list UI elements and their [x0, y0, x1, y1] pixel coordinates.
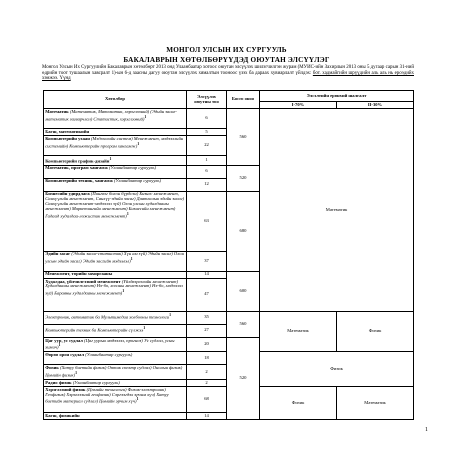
- threshold-cell: 520: [227, 165, 260, 191]
- admission-table: [43, 90, 414, 420]
- exam-cell: Математик: [337, 387, 414, 420]
- program-cell: Компьютерийн ухаан (Мэдээллийн систем) Менежмент, мэдээллийн системийн) Компьютерийн програм хангамж)$^1$: [44, 136, 187, 156]
- quota-cell: 14: [187, 413, 227, 420]
- header-quota: Элсүүлэх оюутны тоо: [187, 91, 227, 109]
- quota-cell: 5: [187, 129, 227, 136]
- threshold-cell: 520: [227, 337, 260, 419]
- quota-cell: 2: [187, 365, 227, 380]
- threshold-cell: 560: [227, 109, 260, 166]
- header-exams: Элсэлтийн ерөнхий шалгалт: [260, 91, 414, 102]
- program-cell: Физик (Хатуу биетийн физик) Оптик спектр судлал) Онолын физик) Цөмийн физик)$^1$: [44, 365, 187, 380]
- quota-cell: 68: [187, 387, 227, 413]
- threshold-cell: 560: [227, 311, 260, 337]
- exam-cell: Математик: [260, 109, 414, 312]
- page-number: 1: [425, 427, 428, 433]
- quota-cell: 2: [187, 379, 227, 386]
- program-cell: Цаг уур, ус судлал (Цаг уурын мэдээлэл, прогноз) Ус судлал, усны химич)$^1$: [44, 337, 187, 352]
- program-cell: Худалдаа, үйлчилгээний менежмент (Үйлдвэрлэлийн менежмент) Худалдааны менежмент) Нэ-бо, хоолны менежмент) Нэ-бо, мэдээлэл зүй) Бараяны худалдааны менежмент)$^1$: [44, 278, 187, 311]
- quota-cell: 47: [187, 278, 227, 311]
- exam-cell: Математик: [260, 311, 337, 352]
- program-cell: Хэрэглээний физик (Цөмийн технологи) Физик-электроник) Геофизик) Хэрэглээний геофизик) Сэргээгдэх эрчим хүч) Хатуу биетийн материал судлал) Цөмийн эрчим хүч)$^1$: [44, 387, 187, 413]
- table-row: [44, 311, 414, 324]
- table-row: [44, 109, 414, 129]
- exam-cell: Физик: [260, 387, 337, 420]
- threshold-cell: 680: [227, 191, 260, 271]
- program-cell: Математик, програм хангамж (Улаанбаатар сургууль): [44, 165, 187, 178]
- quota-cell: 12: [187, 178, 227, 191]
- quota-cell: 20: [187, 337, 227, 352]
- intro-text: Монгол Улсын Их Сургуулийн Бакалаврын хөтөлбөрт 2013 онд Улаанбаатар хотоос оюутан элсүүлэх шилэгчилгэн журам (МУИС-ийн Захирлын 2013 оны 5 дугаар сарын 31-ний өдрийн тоот тушаалын хавсралт 1)-ын 6-д заасны дагуу оюутан элсүүлэх хямалтын тооноос үзэх ба дараах хувиарлалт үйлдэх:: [42, 65, 414, 76]
- program-cell: Эдийн засаг (Эдийн засаг-статистик) Хүн ам зүй) Эдийн засаг) Олон улсын эдийн засаг) Эдийн засгийн мэдээлэл)$^1$: [44, 251, 187, 271]
- quota-cell: 22: [187, 136, 227, 156]
- threshold-cell: 600: [227, 271, 260, 311]
- header-program: Хөтөлбөр: [44, 91, 187, 109]
- header-exam-1: I-70%: [260, 102, 337, 109]
- quota-cell: 37: [187, 251, 227, 271]
- program-cell: Компьютерийн техник, хангамж (Улаанбаатар сургууль): [44, 178, 187, 191]
- quota-cell: 35: [187, 311, 227, 324]
- quota-cell: 63: [187, 191, 227, 251]
- quota-cell: 14: [187, 271, 227, 278]
- program-cell: Компьютерийн техник ба Компьютерийн сүлжээ$^1$: [44, 324, 187, 337]
- program-cell: Компьютерийн график-дизайн$^1$: [44, 156, 187, 166]
- header-exam-2: II-30%: [337, 102, 414, 109]
- program-cell: Радио физик (Улаанбаатар сургууль): [44, 379, 187, 386]
- exam-cell: Физик: [337, 311, 414, 352]
- program-cell: Электроник, автоматик ба Мультимедиа холбооны технологи$^1$: [44, 311, 187, 324]
- program-cell: Математик (Математик, Математик, хэрэглээний) (Эдийн засаг-математик загварчлал) Статистик, хэрэглээний)$^1$: [44, 109, 187, 129]
- program-cell: Багш, физикийн: [44, 413, 187, 420]
- intro-paragraph: [42, 65, 414, 82]
- quota-cell: 6: [187, 109, 227, 129]
- quota-cell: 18: [187, 352, 227, 365]
- document-title: БАКАЛАВРЫН ХӨТӨЛБӨРҮҮДЭД ОЮУТАН ЭЛСҮҮЛЭГ: [123, 56, 330, 64]
- exam-cell: Физик: [260, 352, 414, 387]
- university-heading: МОНГОЛ УЛСЫН ИХ СУРГУУЛЬ: [166, 46, 287, 54]
- program-cell: Өөрөө орон судлал (Улаанбаатар сургууль): [44, 352, 187, 365]
- program-cell: Багш, математикийн: [44, 129, 187, 136]
- intro-underlined-text: бот. хадмайгийн шрүүдийн аль аль нь ерсөдийх хэмжээ. Үүнд: [42, 70, 414, 82]
- quota-cell: 6: [187, 165, 227, 178]
- header-threshold: Босго оноо: [227, 91, 260, 109]
- quota-cell: 27: [187, 324, 227, 337]
- quota-cell: 1: [187, 156, 227, 166]
- program-cell: Менежмент, төрийн захиргааны: [44, 271, 187, 278]
- program-cell: Бизнесийн удирдлага (Пингвэг болон бүрдсэн) Бизнес менежмент, Санхүүгийн менежмент, Санхүү-эдийн засаг) Даатгалын эдийн засаг) Санхүүгийн менежмент-мэдээлэл зүй) Олон улсын худалдааны менежмент) Маркетингийн менежмент) Бизнесийн менежмент) Гадаад худалдаа-ложистик менежмент)$^1$: [44, 191, 187, 251]
